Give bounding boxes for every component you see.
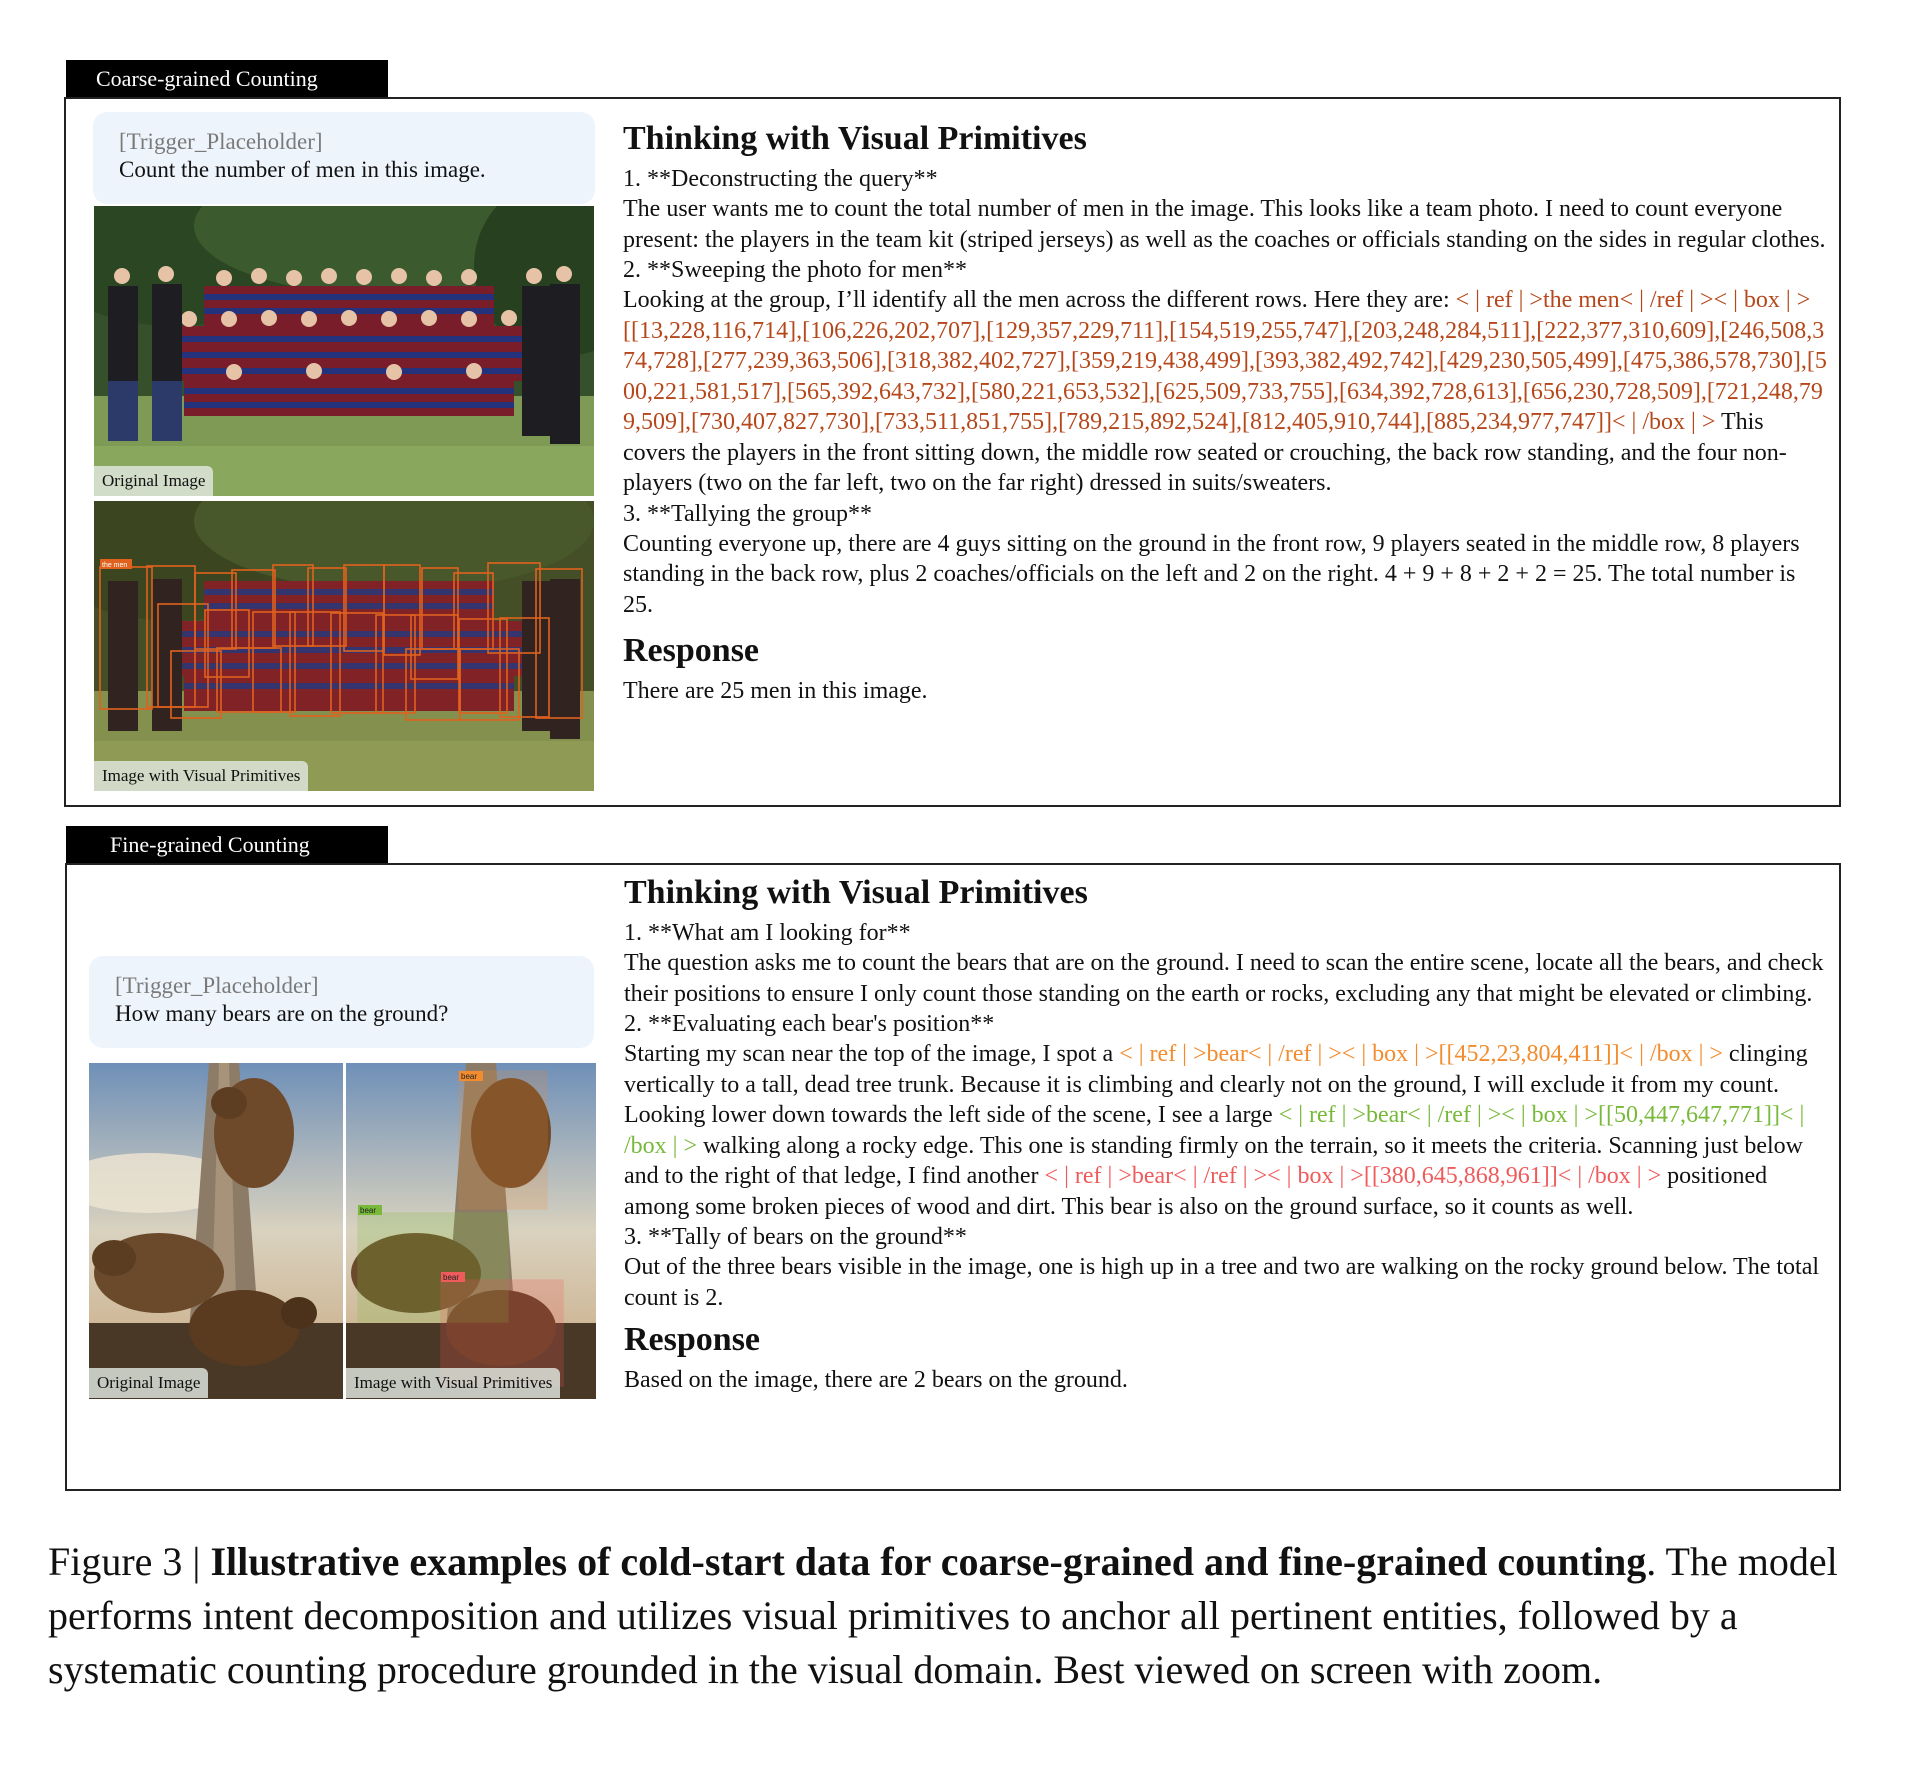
- men-box-tag: the men: [102, 562, 128, 569]
- bear-tag-2: bear: [360, 1206, 377, 1215]
- question-text: Count the number of men in this image.: [119, 157, 486, 182]
- step-3: 3. **Tallying the group**: [623, 500, 872, 527]
- step-3: 3. **Tally of bears on the ground**: [624, 1224, 967, 1250]
- response-heading: Response: [623, 632, 760, 669]
- trigger-placeholder: [Trigger_Placeholder]: [119, 129, 323, 154]
- figure-caption: [48, 1535, 1878, 1697]
- fine-prompt-bubble: [89, 956, 594, 1048]
- paragraph-2: Starting my scan near the top of the image, I spot a < | ref | >bear< | /ref | >< | box | >[[452,23,804,411]]< | /box | > clinging vertically to a tall, dead tree trunk. Because it is climbing and clearly not on the ground, I will exclude it from my count. Looking lower down towards the left side of the scene, I see a large < | ref | >bear< | /ref | >< | box | >[[50,447,647,771]]< | /box | > walking along a rocky edge. This one is standing firmly on the terrain, so it meets the criteria. Scanning just below and to the right of that ledge, I find another < | ref | >bear< | /ref | >< | box | >[[380,645,868,961]]< | /box | > positioned among some broken pieces of wood and dirt. This bear is also on the ground surface, so it counts as well.: [624, 1041, 1808, 1220]
- response-heading: Response: [624, 1321, 761, 1358]
- caption-prefix: Figure 3 |: [48, 1539, 211, 1584]
- coarse-counting-tab: Coarse-grained Counting: [66, 60, 388, 98]
- bear-ref-2: < | ref | >bear< | /ref | >< | box | >[[50,447,647,771]]< | /box | >: [624, 1102, 1805, 1159]
- bear-photo-original: [89, 1063, 343, 1399]
- question-text: How many bears are on the ground?: [115, 1001, 449, 1026]
- men-ref-boxes: < | ref | >the men< | /ref | >< | box | >[[13,228,116,714],[106,226,202,707],[129,357,229,711],[154,519,255,747],[203,248,284,511],[222,377,310,609],[246,508,374,728],[277,239,363,506],[318,382,402,727],[359,219,438,499],[393,382,492,742],[429,230,505,499],[475,386,578,730],[500,221,581,517],[565,392,643,732],[580,221,653,532],[625,509,733,755],[634,392,728,613],[656,230,728,509],[721,248,799,509],[730,407,827,730],[733,511,851,755],[789,215,892,524],[812,405,910,744],[885,234,977,747]]< | /box | >: [623, 287, 1827, 435]
- bear-tag-3: bear: [443, 1273, 460, 1282]
- primitives-image-label: Image with Visual Primitives: [346, 1368, 560, 1398]
- fine-reasoning: [624, 872, 1829, 1396]
- thinking-heading: Thinking with Visual Primitives: [624, 874, 1088, 911]
- original-image-label: Original Image: [89, 1368, 208, 1398]
- original-image-label: Original Image: [94, 466, 213, 496]
- coarse-reasoning: [623, 118, 1828, 707]
- coarse-prompt-bubble: [93, 112, 595, 204]
- bear-ref-1: < | ref | >bear< | /ref | >< | box | >[[452,23,804,411]]< | /box | >: [1119, 1041, 1723, 1067]
- bear-photo-primitives: [346, 1063, 596, 1399]
- response-text: There are 25 men in this image.: [623, 678, 928, 704]
- team-photo-primitives: [94, 501, 594, 791]
- step-2: 2. **Sweeping the photo for men**: [623, 257, 967, 283]
- caption-rest: . The model performs intent decomposition and utilizes visual primitives to anchor all pertinent entities, followed by a systematic counting procedure grounded in the visual domain. Best viewed on screen with zoom.: [48, 1539, 1838, 1692]
- paragraph-1: The question asks me to count the bears that are on the ground. I need to scan the entire scene, locate all the bears, and check their positions to ensure I only count those standing on the earth or rocks, excluding any that might be elevated or climbing.: [624, 950, 1824, 1007]
- paragraph-3: Out of the three bears visible in the image, one is high up in a tree and two are walking on the rocky ground below. The total count is 2.: [624, 1254, 1820, 1311]
- paragraph-2: Looking at the group, I’ll identify all the men across the different rows. Here they are: < | ref | >the men< | /ref | >< | box | >[[13,228,116,714],[106,226,202,707],[129,357,229,711],[154,519,255,747],[203,248,284,511],[222,377,310,609],[246,508,374,728],[277,239,363,506],[318,382,402,727],[359,219,438,499],[393,382,492,742],[429,230,505,499],[475,386,578,730],[500,221,581,517],[565,392,643,732],[580,221,653,532],[625,509,733,755],[634,392,728,613],[656,230,728,509],[721,248,799,509],[730,407,827,730],[733,511,851,755],[789,215,892,524],[812,405,910,744],[885,234,977,747]]< | /box | > This covers the players in the front sitting down, the middle row seated or crouching, the back row standing, and the four non-players (two on the far left, two on the far right) dressed in suits/sweaters.: [623, 287, 1827, 496]
- fine-counting-tab: Fine-grained Counting: [66, 826, 388, 864]
- paragraph-1: The user wants me to count the total number of men in the image. This looks like a team photo. I need to count everyone present: the players in the team kit (striped jerseys) as well as the coaches or officials standing on the sides in regular clothes.: [623, 196, 1826, 253]
- paragraph-3: Counting everyone up, there are 4 guys sitting on the ground in the front row, 9 players seated in the middle row, 8 players standing in the back row, plus 2 coaches/officials on the left and 2 on the right. 4 + 9 + 8 + 2 + 2 = 25. The total number is 25.: [623, 530, 1800, 618]
- thinking-heading: Thinking with Visual Primitives: [623, 120, 1087, 157]
- team-photo-original: [94, 206, 594, 496]
- bear-tag-1: bear: [461, 1072, 478, 1081]
- bear-ref-3: < | ref | >bear< | /ref | >< | box | >[[380,645,868,961]]< | /box | >: [1044, 1163, 1662, 1189]
- step-2: 2. **Evaluating each bear's position**: [624, 1011, 995, 1037]
- response-text: Based on the image, there are 2 bears on the ground.: [624, 1367, 1128, 1393]
- caption-bold: Illustrative examples of cold-start data for coarse-grained and fine-grained counting: [210, 1539, 1647, 1584]
- primitives-image-label: Image with Visual Primitives: [94, 761, 308, 791]
- trigger-placeholder: [Trigger_Placeholder]: [115, 973, 319, 998]
- step-1: 1. **What am I looking for**: [624, 920, 911, 946]
- step-1: 1. **Deconstructing the query**: [623, 166, 938, 192]
